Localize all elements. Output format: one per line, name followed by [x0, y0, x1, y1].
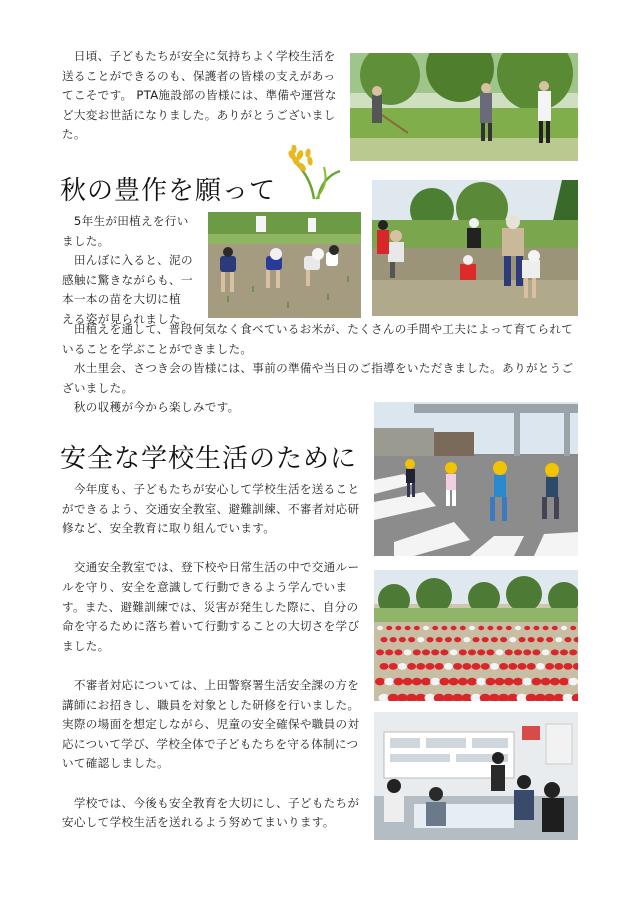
safety-paragraph: 交通安全教室では、登下校や日常生活の中で交通ルールを守り、安全を意識して行動できるよう学んでいます。また、避難訓練では、災害が発生した際に、自分の命を守るために落ち着いて行動することの大切さを学びました。 — [62, 560, 360, 653]
safety-paragraph: 学校では、今後も安全教育を大切にし、子どもたちが安心して学校生活を送れるよう努めてまいります。 — [62, 795, 360, 830]
evacuation-drill-photo — [374, 570, 578, 701]
harvest-paragraph: 水土里会、さつき会の皆様には、事前の準備や当日のご指導をいただきました。ありがとうございました。 — [62, 361, 574, 395]
harvest-lead — [62, 212, 212, 330]
intro-paragraph: 日頃、子どもたちが安全に気持ちよく学校生活を送ることができるのも、保護者の皆様の支えがあってこそです。 PTA施設部の皆様には、準備や運営など大変お世話になりました。ありがとうございました。 — [62, 49, 337, 142]
safety-heading: 安全な学校生活のために — [60, 444, 358, 474]
harvest-paragraph: 田植えを通して、普段何気なく食べているお米が、たくさんの手間や工夫によって育てられていることを学ぶことができました。 — [62, 322, 574, 356]
rice-planting-photo-2 — [372, 180, 578, 316]
safety-body — [62, 480, 365, 833]
harvest-paragraph: 秋の収穫が今から楽しみです。 — [62, 400, 240, 415]
lead-line: 本一本の苗を大切に植 — [62, 292, 181, 307]
safety-paragraph: 不審者対応については、上田警察署生活安全課の方を講師にお招きし、職員を対象とした研修を行いました。実際の場面を想定しながら、児童の安全確保や職員の対応について学び、学校全体で子どもたちを守る体制について確認しました。 — [62, 677, 360, 771]
rice-ear-icon — [284, 145, 342, 201]
pta-weeding-photo — [350, 53, 578, 161]
lead-line: ました。 — [62, 233, 110, 248]
traffic-safety-photo — [374, 402, 578, 556]
lead-line: 田んぼに入ると、泥の — [62, 253, 193, 268]
harvest-heading: 秋の豊作を願って — [60, 176, 277, 206]
lead-line: える姿が見られました。 — [62, 311, 193, 326]
staff-training-photo — [374, 712, 578, 840]
rice-planting-photo-1 — [208, 212, 361, 318]
safety-paragraph: 今年度も、子どもたちが安心して学校生活を送ることができるよう、交通安全教室、避難訓練、不審者対応研修など、安全教育に取り組んでいます。 — [62, 482, 360, 536]
lead-line: 5年生が田植えを行い — [62, 214, 189, 228]
lead-line: 感触に驚きながらも、一 — [62, 272, 193, 287]
